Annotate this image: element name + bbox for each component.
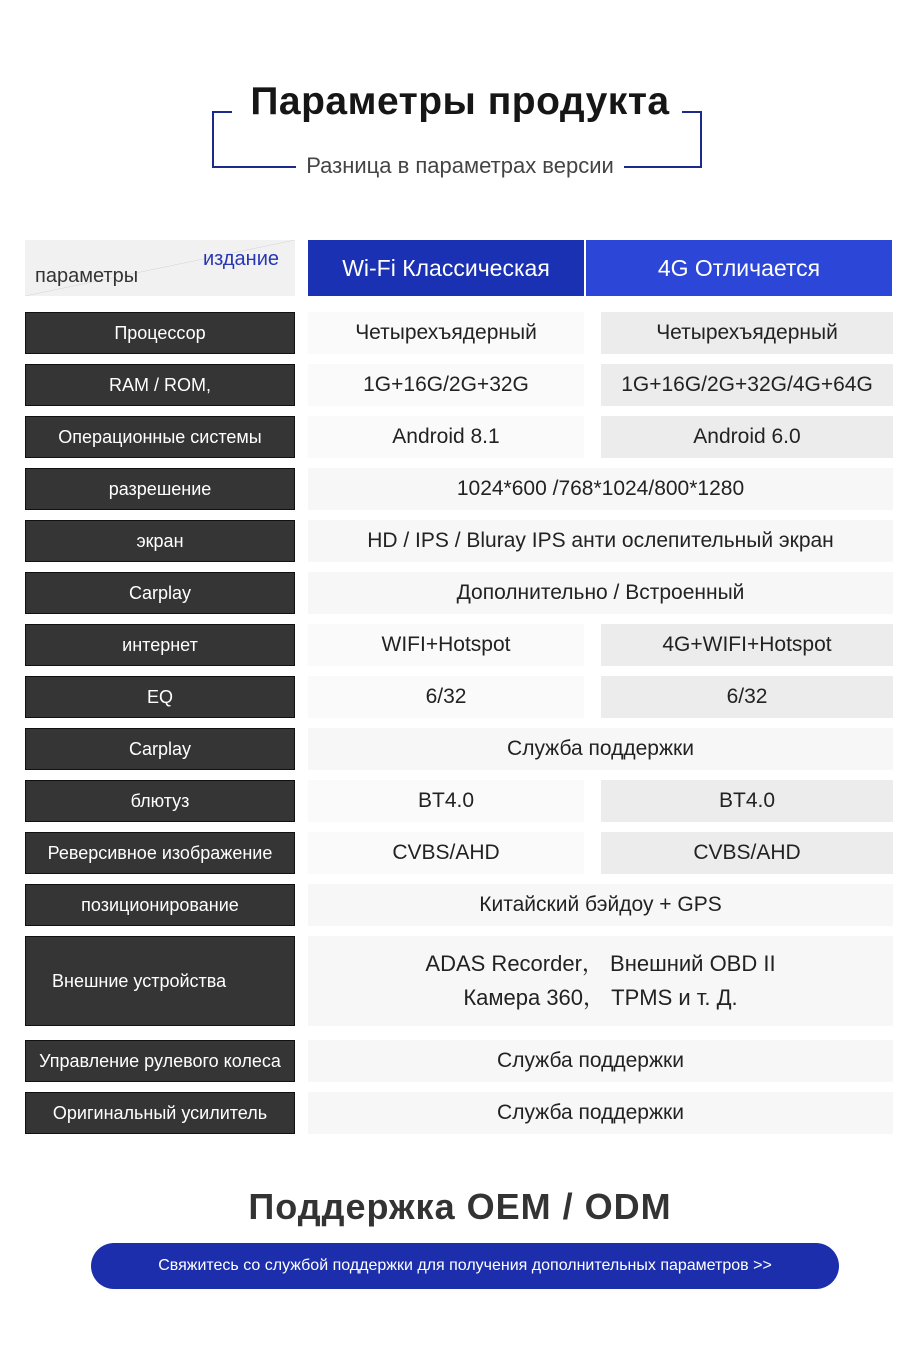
row-label: Carplay	[25, 728, 295, 770]
table-row	[0, 1040, 920, 1082]
table-row	[0, 468, 920, 510]
contact-support-button[interactable]: Свяжитесь со службой поддержки для получения дополнительных параметров >>	[91, 1243, 839, 1289]
table-row	[0, 832, 920, 874]
row-label: Внешние устройства	[25, 936, 295, 1026]
cell-shared: HD / IPS / Bluray IPS анти ослепительный экран	[308, 520, 893, 562]
cell-shared: Служба поддержки	[308, 728, 893, 770]
cell-line: ADAS Recorder， Внешний OBD II	[425, 951, 776, 976]
cell-4g: 4G+WIFI+Hotspot	[601, 624, 893, 666]
row-label: Управление рулевого колеса	[25, 1040, 295, 1082]
cell-shared: 1024*600 /768*1024/800*1280	[308, 468, 893, 510]
row-label: Carplay	[25, 572, 295, 614]
table-row	[0, 780, 920, 822]
cell-shared: Дополнительно / Встроенный	[308, 572, 893, 614]
column-header-4g: 4G Отличается	[586, 240, 892, 296]
cell-wifi: BT4.0	[308, 780, 584, 822]
oem-heading: Поддержка OEM / ODM	[248, 1186, 672, 1227]
cell-shared	[308, 936, 893, 1026]
row-label: Оригинальный усилитель	[25, 1092, 295, 1134]
row-label: RAM / ROM,	[25, 364, 295, 406]
table-row	[0, 572, 920, 614]
corner-edition-label: издание	[202, 248, 279, 270]
page-subtitle: Разница в параметрах версии	[0, 153, 920, 179]
table-row	[0, 416, 920, 458]
row-label: экран	[25, 520, 295, 562]
table-row	[0, 1092, 920, 1134]
cell-wifi: Четырехъядерный	[308, 312, 584, 354]
cell-shared: Служба поддержки	[308, 1092, 893, 1134]
cell-shared: Китайский бэйдоу + GPS	[308, 884, 893, 926]
cell-wifi: CVBS/AHD	[308, 832, 584, 874]
cell-wifi: WIFI+Hotspot	[308, 624, 584, 666]
column-header-wifi: Wi-Fi Классическая	[308, 240, 584, 296]
row-label: EQ	[25, 676, 295, 718]
page-title: Параметры продукта	[0, 80, 920, 124]
table-row	[0, 364, 920, 406]
cell-4g: BT4.0	[601, 780, 893, 822]
cell-wifi: 6/32	[308, 676, 584, 718]
cell-4g: 1G+16G/2G+32G/4G+64G	[601, 364, 893, 406]
table-row	[0, 884, 920, 926]
cell-4g: 6/32	[601, 676, 893, 718]
table-row	[0, 624, 920, 666]
row-label: позиционирование	[25, 884, 295, 926]
row-label: Операционные системы	[25, 416, 295, 458]
table-corner-header	[25, 240, 295, 296]
cell-4g: CVBS/AHD	[601, 832, 893, 874]
row-label: интернет	[25, 624, 295, 666]
cell-wifi: 1G+16G/2G+32G	[308, 364, 584, 406]
corner-params-label: параметры	[35, 265, 139, 287]
cell-line: Камера 360， TPMS и т. Д.	[463, 985, 738, 1010]
table-row	[0, 936, 920, 1026]
table-row	[0, 520, 920, 562]
title-block	[0, 0, 920, 200]
cell-wifi: Android 8.1	[308, 416, 584, 458]
table-row	[0, 728, 920, 770]
row-label: Реверсивное изображение	[25, 832, 295, 874]
cell-4g: Android 6.0	[601, 416, 893, 458]
cell-4g: Четырехъядерный	[601, 312, 893, 354]
row-label: Процессор	[25, 312, 295, 354]
cell-shared: Служба поддержки	[308, 1040, 893, 1082]
table-row	[0, 312, 920, 354]
row-label: блютуз	[25, 780, 295, 822]
row-label: разрешение	[25, 468, 295, 510]
table-row	[0, 676, 920, 718]
